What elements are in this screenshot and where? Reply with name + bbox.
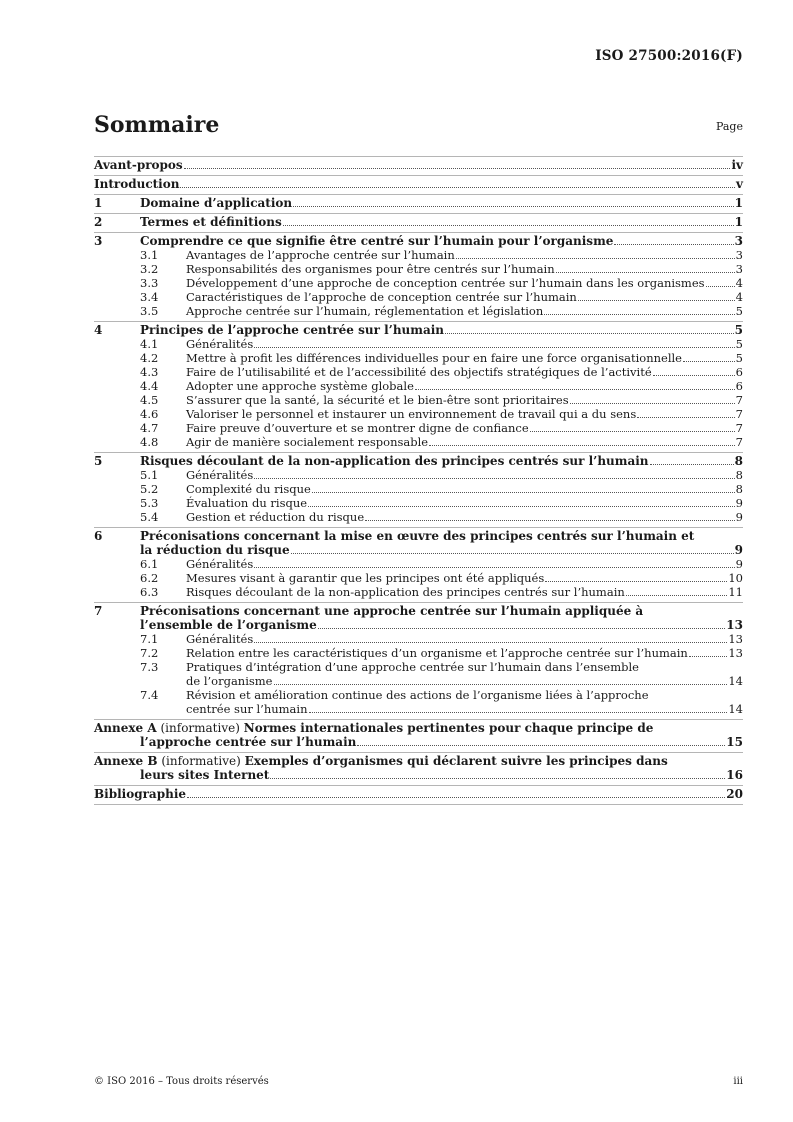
toc-text: Mettre à profit les différences individuelles pour en faire une force organisationnelle [186,351,682,365]
toc-subentry[interactable] [94,290,743,304]
toc-text: Caractéristiques de l’approche de conception centrée sur l’humain [186,290,577,304]
dot-leader [429,445,735,446]
dot-leader [365,520,735,521]
document-code: ISO 27500:2016(F) [595,48,743,64]
toc-text: Pratiques d’intégration d’une approche centrée sur l’humain dans l’ensemble [186,660,639,674]
subsection-number: 3.5 [140,304,159,318]
toc-text: Généralités [186,337,254,351]
dot-leader [312,492,735,493]
page-column-label: Page [715,120,743,133]
toc-text: Avant-propos [94,158,183,172]
subsection-number: 4.5 [140,393,159,407]
dot-leader [445,333,734,334]
toc-text: Développement d’une approche de conception centrée sur l’humain dans les organismes [186,276,705,290]
toc-section-6 [94,527,743,602]
toc-text: centrée sur l’humain [186,702,308,716]
toc-text: Préconisations concernant une approche centrée sur l’humain appliquée à [140,604,644,618]
subsection-number: 6.1 [140,557,159,571]
dot-leader [184,168,731,169]
toc-text: Relation entre les caractéristiques d’un organisme et l’approche centrée sur l’humain [186,646,688,660]
dot-leader [254,347,734,348]
toc-text: Bibliographie [94,787,187,801]
dot-leader [274,684,728,685]
dot-leader [283,225,734,226]
toc-subentry[interactable] [94,646,743,660]
annex-label: Annexe A [94,721,157,735]
toc-entry-section-2[interactable] [94,213,743,232]
copyright-notice: © ISO 2016 – Tous droits réservés [94,1076,269,1087]
dot-leader [689,656,728,657]
annex-title-cont: l’approche centrée sur l’humain [140,735,357,749]
toc-page: 7 [735,421,743,435]
dot-leader [456,258,735,259]
toc-page: 7 [735,407,743,421]
page-number: iii [733,1076,743,1087]
toc-page: 5 [735,351,743,365]
toc-text: Responsabilités des organismes pour être centrés sur l’humain [186,262,555,276]
toc-entry-section-5[interactable] [94,454,743,468]
toc-page: v [736,177,743,191]
subsection-number: 3.4 [140,290,159,304]
dot-leader [270,778,725,779]
toc-page: 20 [726,787,743,801]
toc-text: l’ensemble de l’organisme [140,618,317,632]
dot-leader [614,244,733,245]
section-number: 4 [94,323,103,337]
annex-type: (informative) [161,754,241,768]
toc-text: Généralités [186,632,254,646]
dot-leader [578,300,735,301]
toc-page: 3 [735,248,743,262]
toc-page: 6 [735,379,743,393]
toc-text: Mesures visant à garantir que les principes ont été appliqués [186,571,545,585]
toc-page: iv [731,158,743,172]
dot-leader [637,417,734,418]
toc-subentry-cont[interactable] [94,702,743,716]
section-number: 6 [94,529,103,543]
toc-page: 13 [728,646,743,660]
toc-page: 8 [735,468,743,482]
table-of-contents [94,156,743,805]
toc-subentry[interactable] [94,510,743,524]
toc-subentry-cont[interactable] [94,674,743,688]
toc-page: 8 [735,482,743,496]
toc-text: S’assurer que la santé, la sécurité et le bien-être sont prioritaires [186,393,569,407]
toc-text: Adopter une approche système globale [186,379,414,393]
dot-leader [544,314,734,315]
toc-subentry[interactable] [94,482,743,496]
toc-section-5 [94,452,743,527]
toc-subentry[interactable] [94,468,743,482]
toc-section-4 [94,321,743,452]
toc-page: 5 [734,323,743,337]
toc-entry-section-6-line1[interactable] [94,529,743,543]
dot-leader [415,389,735,390]
toc-page: 4 [735,290,743,304]
toc-page: 14 [728,674,743,688]
dot-leader [683,361,735,362]
toc-page: 1 [734,215,743,229]
annex-type: (informative) [160,721,240,735]
annex-title: Normes internationales pertinentes pour chaque principe de [243,721,654,735]
subsection-number: 4.1 [140,337,159,351]
toc-entry-annex-b[interactable] [94,752,743,785]
toc-subentry[interactable] [94,304,743,318]
subsection-number: 3.2 [140,262,159,276]
toc-subentry[interactable] [94,365,743,379]
dot-leader [291,553,734,554]
toc-page: 1 [734,196,743,210]
toc-text: de l’organisme [186,674,273,688]
toc-text: Faire preuve d’ouverture et se montrer digne de confiance [186,421,529,435]
toc-page: 10 [728,571,743,585]
subsection-number: 5.1 [140,468,159,482]
dot-leader [653,375,735,376]
subsection-number: 7.3 [140,660,159,674]
toc-section-7 [94,602,743,719]
toc-entry-avant-propos[interactable] [94,156,743,175]
toc-page: 15 [726,735,743,749]
toc-subentry[interactable] [94,435,743,449]
toc-page: 7 [735,435,743,449]
toc-page: 8 [734,454,743,468]
toc-subentry[interactable] [94,557,743,571]
toc-text: Généralités [186,468,254,482]
subsection-number: 7.4 [140,688,159,702]
toc-page: 4 [735,276,743,290]
toc-text: Préconisations concernant la mise en œuvre des principes centrés sur l’humain et [140,529,695,543]
dot-leader [626,595,728,596]
dot-leader [357,745,725,746]
toc-text: Agir de manière socialement responsable [186,435,429,449]
toc-text: Termes et définitions [140,215,282,229]
toc-entry-section-7-line1[interactable] [94,604,743,618]
toc-entry-section-7-line2[interactable] [94,618,743,632]
toc-text: Gestion et réduction du risque [186,510,365,524]
toc-text: Évaluation du risque [186,496,308,510]
subsection-number: 6.2 [140,571,159,585]
dot-leader [570,403,735,404]
toc-page: 11 [728,585,743,599]
toc-text: Comprendre ce que signifie être centré sur l’humain pour l’organisme [140,234,614,248]
dot-leader [318,628,726,629]
subsection-number: 7.1 [140,632,159,646]
toc-text: Avantages de l’approche centrée sur l’humain [186,248,455,262]
dot-leader [254,567,734,568]
dot-leader [309,712,728,713]
annex-title: Exemples d’organismes qui déclarent suivre les principes dans [244,754,668,768]
toc-subentry[interactable] [94,262,743,276]
toc-subentry[interactable] [94,248,743,262]
toc-page: 14 [728,702,743,716]
subsection-number: 5.3 [140,496,159,510]
toc-page: 13 [728,632,743,646]
subsection-number: 4.8 [140,435,159,449]
dot-leader [556,272,735,273]
toc-subentry[interactable] [94,571,743,585]
toc-text: Complexité du risque [186,482,311,496]
page-title: Sommaire [94,112,220,138]
dot-leader [650,464,734,465]
toc-entry-bibliographie[interactable] [94,785,743,805]
title-row [94,112,743,140]
toc-text: Risques découlant de la non-application des principes centrés sur l’humain [186,585,625,599]
toc-entry-section-4[interactable] [94,323,743,337]
subsection-number: 3.1 [140,248,159,262]
section-number: 7 [94,604,103,618]
toc-subentry[interactable] [94,407,743,421]
annex-label: Annexe B [94,754,158,768]
subsection-number: 7.2 [140,646,159,660]
subsection-number: 5.4 [140,510,159,524]
toc-text: Révision et amélioration continue des actions de l’organisme liées à l’approche [186,688,649,702]
subsection-number: 3.3 [140,276,159,290]
toc-page: 6 [735,365,743,379]
toc-entry-section-1[interactable] [94,194,743,213]
dot-leader [530,431,735,432]
subsection-number: 4.2 [140,351,159,365]
toc-subentry[interactable] [94,688,743,702]
toc-text: la réduction du risque [140,543,290,557]
toc-page: 3 [735,262,743,276]
dot-leader [187,797,725,798]
toc-text: Domaine d’application [140,196,293,210]
dot-leader [308,506,735,507]
dot-leader [254,478,734,479]
subsection-number: 4.6 [140,407,159,421]
toc-subentry[interactable] [94,276,743,290]
subsection-number: 4.7 [140,421,159,435]
toc-text: Faire de l’utilisabilité et de l’accessibilité des objectifs stratégiques de l’activité [186,365,652,379]
toc-subentry[interactable] [94,496,743,510]
annex-title-cont: leurs sites Internet [140,768,270,782]
toc-subentry[interactable] [94,660,743,674]
section-number: 2 [94,215,103,229]
subsection-number: 4.3 [140,365,159,379]
toc-text: Introduction [94,177,180,191]
toc-subentry[interactable] [94,351,743,365]
toc-page: 5 [735,304,743,318]
toc-entry-annex-a[interactable] [94,719,743,752]
toc-subentry[interactable] [94,585,743,599]
toc-subentry[interactable] [94,421,743,435]
dot-leader [180,187,735,188]
subsection-number: 5.2 [140,482,159,496]
toc-page: 13 [726,618,743,632]
toc-entry-section-6-line2[interactable] [94,543,743,557]
toc-page: 9 [735,557,743,571]
toc-section-3 [94,232,743,321]
dot-leader [706,286,735,287]
dot-leader [545,581,727,582]
subsection-number: 4.4 [140,379,159,393]
dot-leader [254,642,727,643]
toc-subentry[interactable] [94,632,743,646]
subsection-number: 6.3 [140,585,159,599]
section-number: 1 [94,196,103,210]
section-number: 5 [94,454,103,468]
toc-page: 9 [734,543,743,557]
toc-text: Principes de l’approche centrée sur l’humain [140,323,445,337]
toc-page: 9 [735,510,743,524]
toc-page: 3 [734,234,743,248]
toc-page: 16 [726,768,743,782]
toc-subentry[interactable] [94,379,743,393]
toc-page: 5 [735,337,743,351]
toc-text: Généralités [186,557,254,571]
dot-leader [293,206,734,207]
toc-subentry[interactable] [94,393,743,407]
toc-text: Valoriser le personnel et instaurer un environnement de travail qui a du sens [186,407,637,421]
toc-entry-introduction[interactable] [94,175,743,194]
toc-page: 7 [735,393,743,407]
toc-page: 9 [735,496,743,510]
toc-subentry[interactable] [94,337,743,351]
toc-text: Risques découlant de la non-application des principes centrés sur l’humain [140,454,649,468]
section-number: 3 [94,234,103,248]
toc-entry-section-3[interactable] [94,234,743,248]
toc-text: Approche centrée sur l’humain, réglementation et législation [186,304,544,318]
